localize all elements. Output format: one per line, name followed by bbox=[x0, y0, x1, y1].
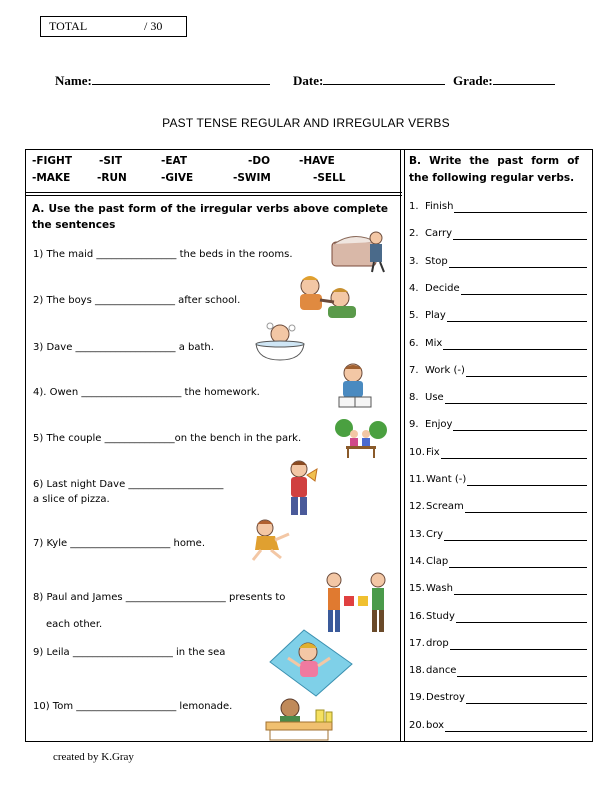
answer-blank[interactable] bbox=[467, 485, 587, 486]
regular-verb-item bbox=[409, 338, 587, 352]
verb-item: -EAT bbox=[161, 155, 188, 167]
verb-number: 7. bbox=[409, 365, 419, 376]
verb-label: Fix bbox=[426, 447, 440, 458]
regular-verb-item bbox=[409, 665, 587, 679]
answer-blank[interactable] bbox=[447, 321, 587, 322]
question-4: 4). Owen ____________________ the homework. bbox=[33, 387, 260, 398]
grade-field[interactable] bbox=[453, 72, 555, 89]
answer-blank[interactable] bbox=[445, 731, 587, 732]
answer-blank[interactable] bbox=[466, 376, 587, 377]
page-title: PAST TENSE REGULAR AND IRREGULAR VERBS bbox=[162, 116, 450, 130]
section-b-instruction: B. Write the past form of the following regular verbs. bbox=[409, 155, 579, 184]
verb-number: 6. bbox=[409, 338, 419, 349]
verb-number: 5. bbox=[409, 310, 419, 321]
regular-verb-item bbox=[409, 501, 587, 515]
verb-number: 19. bbox=[409, 692, 425, 703]
answer-blank[interactable] bbox=[457, 676, 587, 677]
verb-label: dance bbox=[426, 665, 457, 676]
verb-label: Cry bbox=[426, 529, 444, 540]
column-divider bbox=[400, 149, 405, 742]
regular-verb-item bbox=[409, 201, 587, 215]
date-blank[interactable] bbox=[323, 72, 445, 85]
verb-label: Want (-) bbox=[426, 474, 467, 485]
name-field[interactable] bbox=[55, 72, 270, 89]
couple-on-bench-illustration bbox=[334, 418, 388, 460]
boy-eating-pizza-illustration bbox=[283, 459, 321, 519]
regular-verb-item bbox=[409, 310, 587, 324]
verb-label: Decide bbox=[425, 283, 460, 294]
question-6-cont: a slice of pizza. bbox=[33, 494, 110, 505]
verb-item: -FIGHT bbox=[32, 155, 73, 167]
answer-blank[interactable] bbox=[454, 594, 587, 595]
verb-label: Finish bbox=[425, 201, 454, 212]
answer-blank[interactable] bbox=[441, 458, 587, 459]
verb-label: Scream bbox=[426, 501, 464, 512]
verb-label: Stop bbox=[425, 256, 448, 267]
verb-label: Mix bbox=[425, 338, 443, 349]
verb-item: -HAVE bbox=[299, 155, 335, 167]
name-label: Name: bbox=[55, 73, 92, 88]
verb-number: 8. bbox=[409, 392, 419, 403]
verb-label: drop bbox=[426, 638, 449, 649]
verb-number: 3. bbox=[409, 256, 419, 267]
boy-selling-lemonade-illustration bbox=[264, 696, 344, 742]
verb-number: 2. bbox=[409, 228, 419, 239]
verb-number: 17. bbox=[409, 638, 425, 649]
regular-verb-item bbox=[409, 611, 587, 625]
regular-verb-item bbox=[409, 556, 587, 570]
grade-blank[interactable] bbox=[493, 72, 555, 85]
answer-blank[interactable] bbox=[450, 649, 587, 650]
question-2: 2) The boys ________________ after school. bbox=[33, 295, 241, 306]
boy-in-bath-illustration bbox=[252, 320, 308, 364]
verb-item: -SELL bbox=[313, 172, 346, 184]
total-value: / 30 bbox=[144, 19, 163, 33]
question-5: 5) The couple ______________on the bench in the park. bbox=[33, 433, 302, 444]
verb-label: Use bbox=[425, 392, 444, 403]
verb-number: 20. bbox=[409, 720, 425, 731]
verb-box-divider bbox=[25, 192, 402, 196]
question-3: 3) Dave ____________________ a bath. bbox=[33, 342, 214, 353]
regular-verb-item bbox=[409, 638, 587, 652]
verb-label: Wash bbox=[426, 583, 453, 594]
verb-item: -SIT bbox=[99, 155, 122, 167]
regular-verb-item bbox=[409, 583, 587, 597]
verb-number: 13. bbox=[409, 529, 425, 540]
regular-verb-item bbox=[409, 529, 587, 543]
verb-number: 12. bbox=[409, 501, 425, 512]
answer-blank[interactable] bbox=[445, 403, 587, 404]
name-blank[interactable] bbox=[92, 72, 270, 85]
regular-verb-item bbox=[409, 447, 587, 461]
verb-item: -MAKE bbox=[32, 172, 71, 184]
verb-number: 11. bbox=[409, 474, 425, 485]
girl-running-illustration bbox=[247, 518, 295, 562]
verb-label: Enjoy bbox=[425, 419, 453, 430]
question-1: 1) The maid ________________ the beds in the rooms. bbox=[33, 249, 293, 260]
answer-blank[interactable] bbox=[449, 567, 587, 568]
verb-number: 15. bbox=[409, 583, 425, 594]
verb-item: -GIVE bbox=[161, 172, 194, 184]
answer-blank[interactable] bbox=[465, 512, 587, 513]
verb-number: 9. bbox=[409, 419, 419, 430]
answer-blank[interactable] bbox=[466, 703, 587, 704]
regular-verb-item bbox=[409, 419, 587, 433]
answer-blank[interactable] bbox=[453, 430, 587, 431]
regular-verb-item bbox=[409, 283, 587, 297]
regular-verb-item bbox=[409, 228, 587, 242]
answer-blank[interactable] bbox=[443, 349, 587, 350]
question-7: 7) Kyle ____________________ home. bbox=[33, 538, 206, 549]
answer-blank[interactable] bbox=[444, 540, 587, 541]
verb-number: 14. bbox=[409, 556, 425, 567]
regular-verb-item bbox=[409, 692, 587, 706]
question-8-cont: each other. bbox=[46, 619, 103, 630]
total-label: TOTAL bbox=[49, 19, 88, 33]
total-box bbox=[40, 16, 187, 37]
verb-label: Carry bbox=[425, 228, 453, 239]
regular-verb-item bbox=[409, 392, 587, 406]
verb-item: -DO bbox=[248, 155, 270, 167]
verb-number: 1. bbox=[409, 201, 419, 212]
verb-label: Clap bbox=[426, 556, 449, 567]
grade-label: Grade: bbox=[453, 73, 493, 88]
verb-number: 10. bbox=[409, 447, 425, 458]
regular-verb-item bbox=[409, 256, 587, 270]
verb-number: 18. bbox=[409, 665, 425, 676]
answer-blank[interactable] bbox=[456, 622, 587, 623]
verb-label: Study bbox=[426, 611, 455, 622]
regular-verb-item bbox=[409, 474, 587, 488]
question-9: 9) Leila ____________________ in the sea bbox=[33, 647, 226, 658]
question-10: 10) Tom ____________________ lemonade. bbox=[33, 701, 233, 712]
regular-verb-item bbox=[409, 720, 587, 734]
verb-number: 4. bbox=[409, 283, 419, 294]
date-label: Date: bbox=[293, 73, 324, 88]
girl-swimming-illustration bbox=[264, 628, 356, 698]
verb-item: -RUN bbox=[97, 172, 127, 184]
date-field[interactable] bbox=[293, 72, 445, 89]
verb-number: 16. bbox=[409, 611, 425, 622]
verb-label: Play bbox=[425, 310, 446, 321]
answer-blank[interactable] bbox=[461, 294, 587, 295]
answer-blank[interactable] bbox=[453, 239, 587, 240]
section-a-instruction: A. Use the past form of the irregular verbs above complete the sentences bbox=[32, 203, 388, 231]
boy-doing-homework-illustration bbox=[331, 361, 379, 411]
verb-item: -SWIM bbox=[233, 172, 271, 184]
regular-verb-item bbox=[409, 365, 587, 379]
credit-footer: created by K.Gray bbox=[53, 751, 134, 763]
question-8: 8) Paul and James ____________________ presents to bbox=[33, 592, 286, 603]
verb-label: box bbox=[426, 720, 445, 731]
answer-blank[interactable] bbox=[454, 212, 587, 213]
boys-fighting-illustration bbox=[290, 272, 364, 324]
verb-label: Work (-) bbox=[425, 365, 465, 376]
answer-blank[interactable] bbox=[449, 267, 587, 268]
maid-making-bed-illustration bbox=[326, 226, 390, 274]
question-6: 6) Last night Dave ___________________ bbox=[33, 479, 224, 490]
verb-label: Destroy bbox=[426, 692, 465, 703]
